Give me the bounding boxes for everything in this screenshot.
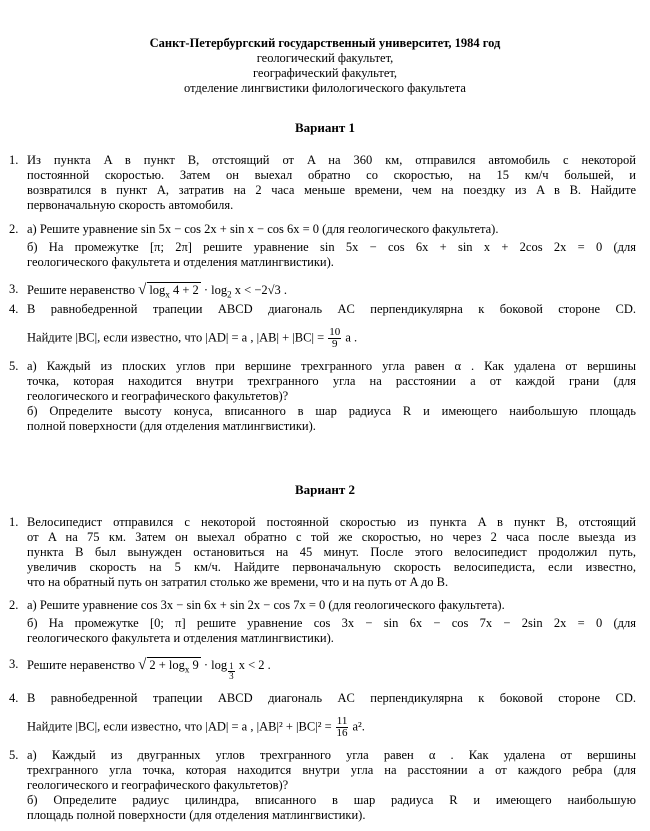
faculty-line-3: отделение лингвистики филологического факультета <box>184 81 466 95</box>
problem-number: 5. <box>9 359 19 373</box>
log-text: · log <box>203 283 228 297</box>
problem-number: 1. <box>9 515 19 529</box>
problem-line: б) На промежутке [π; 2π] решите уравнение sin 5x − cos 6x + sin x + 2cos 2x = 0 (для <box>27 240 636 254</box>
problem-line: возвратился в пункт A, затратив на 2 часа меньше времени, чем на поездку из A в B. Найдите <box>27 183 636 197</box>
problem-line: первоначальную скорость автомобиля. <box>27 198 234 212</box>
fraction <box>336 716 349 739</box>
radicand <box>147 657 200 678</box>
fraction <box>328 327 341 350</box>
problem-text: Решите неравенство <box>27 283 135 297</box>
problem-line: В равнобедренной трапеции ABCD диагональ AC перпендикулярна к боковой стороне CD. <box>27 691 636 705</box>
problem-number: 2. <box>9 222 19 236</box>
problem-text: a . <box>345 330 358 345</box>
problem-line: б) На промежутке [0; π] решите уравнение cos 3x − sin 6x − cos 7x − 2sin 2x = 0 (для <box>27 616 636 630</box>
problem-text: Найдите |BC|, если известно, что |AD| = a , |AB| + |BC| = <box>27 330 325 345</box>
problem-line: Из пункта A в пункт B, отстоящий от A на 360 км, отправился автомобиль с некоторой <box>27 153 636 167</box>
problem-line <box>27 327 636 350</box>
problem-line: а) Решите уравнение cos 3x − sin 6x + sin 2x − cos 7x = 0 (для геологического факультета). <box>27 598 505 612</box>
problem-line: постоянной скоростью. Затем он выехал обратно со скоростью, на 15 км/ч большей, и <box>27 168 636 182</box>
problem-text: Найдите |BC|, если известно, что |AD| = a , |AB|² + |BC|² = <box>27 719 332 734</box>
problem-line: геологического и географического факультетов)? <box>27 778 289 792</box>
log-text: 2 + log <box>149 658 185 672</box>
variant-1-title: Вариант 1 <box>294 120 356 135</box>
log-base: x <box>165 289 170 300</box>
fraction-denominator: 9 <box>332 338 338 350</box>
problem-line: б) Определите радиус цилиндра, вписанного в шар радиуса R и имеющего наибольшую <box>27 793 636 807</box>
problem-line: от A на 75 км. Затем он выехал обратно с той же скоростью, но через 2 часа после выезда из <box>27 530 636 544</box>
problem-line: площадь полной поверхности (для отделения матлингвистики). <box>27 808 366 822</box>
problem-line: Велосипедист отправился с некоторой постоянной скоростью из пункта A в пункт B, отстоящий <box>27 515 636 529</box>
problem-line: геологического факультета и отделения матлингвистики). <box>27 631 334 645</box>
log-text: · log <box>203 658 228 672</box>
problem-line <box>27 716 636 739</box>
problem-line: б) Определите высоту конуса, вписанного в шар радиуса R и имеющего наибольшую площадь <box>27 404 636 418</box>
problem-line: точка, которая находится внутри трехгранного угла на расстоянии a от каждой грани (для <box>27 374 636 388</box>
log-text: log <box>149 283 166 297</box>
problem-number: 5. <box>9 748 19 762</box>
fraction-denominator: 16 <box>336 727 348 739</box>
radical-sign: √ <box>138 282 147 298</box>
university-title: Санкт-Петербургский государственный университет, 1984 год <box>149 36 501 50</box>
problem-line: а) Каждый из двугранных углов трехгранного угла равен α . Как удалена от вершины <box>27 748 636 762</box>
problem-line: геологического факультета и отделения матлингвистики). <box>27 255 334 269</box>
fraction-numerator: 1 <box>229 661 234 671</box>
inequality-tail: x < −2√3 . <box>234 283 287 297</box>
problem-number: 4. <box>9 302 19 316</box>
problem-text: a². <box>352 719 365 734</box>
problem-line: а) Каждый из плоских углов при вершине трехгранного угла равен α . Как удалена от вершины <box>27 359 636 373</box>
problem-line: трехгранного угла точка, которая находится внутри угла на расстоянии a от каждого ребра (для <box>27 763 636 777</box>
problem-line: В равнобедренной трапеции ABCD диагональ AC перпендикулярна к боковой стороне CD. <box>27 302 636 316</box>
problem-text: Решите неравенство <box>27 658 135 672</box>
fraction-numerator: 11 <box>336 715 348 727</box>
fraction-numerator: 10 <box>329 326 341 338</box>
radicand-rest: 4 + 2 <box>172 283 199 297</box>
problem-number: 4. <box>9 691 19 705</box>
radical-sign: √ <box>138 657 147 673</box>
problem-line: пункта B был вынужден остановиться на 45 минут. После этого велосипедист продолжил путь, <box>27 545 636 559</box>
problem-number: 2. <box>9 598 19 612</box>
problem-line: геологического и географического факультетов)? <box>27 389 289 403</box>
inequality-tail: x < 2 . <box>238 658 271 672</box>
faculty-line-1: геологический факультет, <box>256 51 394 65</box>
problem-line: что на обратный путь он затратил столько же времени, что и на путь от A до B. <box>27 575 449 589</box>
problem-line: полной поверхности (для отделения матлингвистики). <box>27 419 316 433</box>
problem-number: 3. <box>9 282 19 296</box>
problem-line: увеличив скорость на 5 км/ч. Найдите первоначальную скорость велосипедиста, если известно, <box>27 560 636 574</box>
problem-line: а) Решите уравнение sin 5x − cos 2x + sin x − cos 6x = 0 (для геологического факультета). <box>27 222 499 236</box>
log-base: x <box>184 664 190 675</box>
faculty-line-2: географический факультет, <box>252 66 398 80</box>
variant-2-title: Вариант 2 <box>294 482 356 497</box>
radicand-rest: 9 <box>192 658 199 672</box>
problem-number: 1. <box>9 153 19 167</box>
log-base-fraction <box>228 662 235 681</box>
radicand <box>147 282 200 303</box>
problem-number: 3. <box>9 657 19 671</box>
document-header <box>0 36 650 96</box>
fraction-denominator: 3 <box>229 671 234 681</box>
log-base: 2 <box>227 289 232 300</box>
